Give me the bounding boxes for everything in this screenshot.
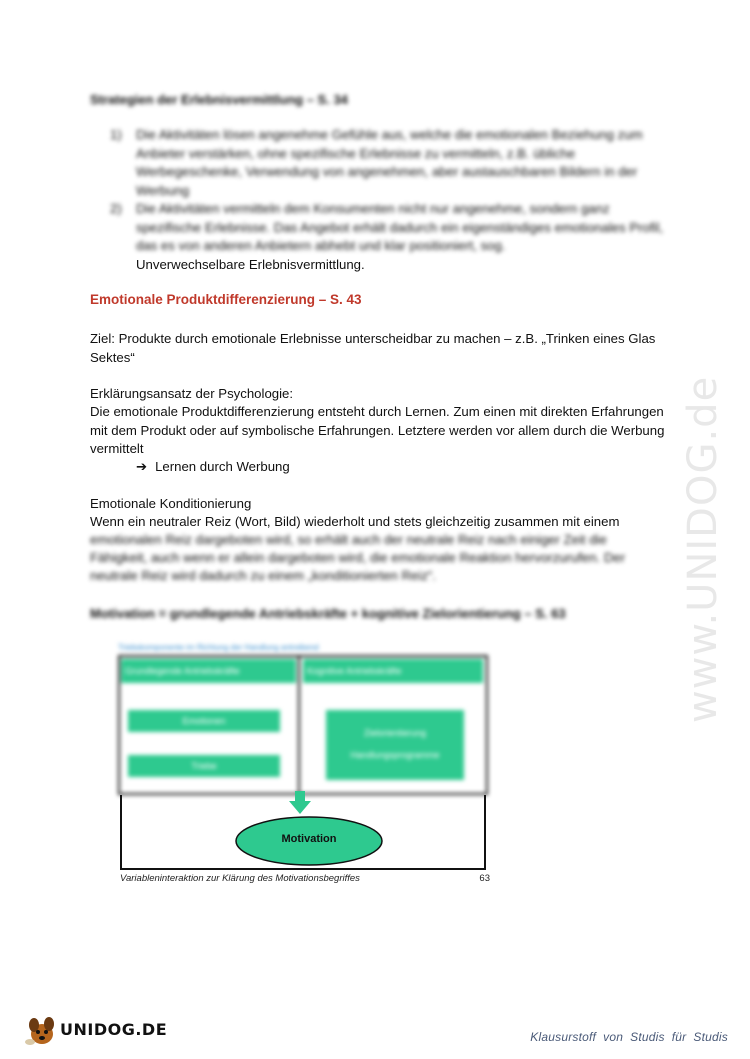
diagram-left-line: [120, 795, 122, 870]
footer-tagline: Klausurstoff von Studis für Studis: [530, 1030, 728, 1044]
caption-page-number: 63: [479, 873, 490, 884]
arrow-right-icon: ➔: [136, 460, 148, 475]
diagram-box-triebe: Triebe: [128, 755, 280, 777]
diagram-box-kognitiv: [326, 710, 464, 780]
down-arrow-icon: [288, 791, 312, 815]
dog-icon: [22, 1014, 62, 1046]
watermark: [664, 278, 734, 728]
heading-motivation: Motivation = grundlegende Antriebskräfte + kognitive Zielorientierung – S. 63: [90, 606, 566, 621]
list-text: Die Aktivitäten lösen angenehme Gefühle aus, welche die emotionalen Beziehung zum Anbieter verstärken, ohne spezifische Erlebnisse zu vermitteln, z.B. übliche Werbegeschenke, Verwendung von angenehmen, aber austauschbaren Bildern in der Werbung: [136, 127, 643, 198]
diagram-box-emotionen: Emotionen: [128, 710, 280, 732]
list-text-visible: Unverwechselbare Erlebnisvermittlung.: [136, 257, 365, 272]
motivation-label: Motivation: [281, 833, 337, 845]
list-number: 2): [110, 201, 122, 216]
konditionierung-text: Wenn ein neutraler Reiz (Wort, Bild) wiederholt und stets gleichzeitig zusammen mit einem: [90, 514, 620, 529]
konditionierung-heading: Emotionale Konditionierung: [90, 496, 252, 511]
diagram-right-header: Kognitive Antriebskräfte: [303, 659, 483, 683]
diagram-caption: [120, 873, 490, 884]
list-text: Die Aktivitäten vermitteln dem Konsumenten nicht nur angenehme, sondern ganz spezifische Erlebnisse. Das Angebot erhält dadurch ein eigenständiges emotionales Profil, das es von anderen Anbietern abhebt und klar positioniert, sog.: [136, 201, 664, 253]
arrow-item-text: Lernen durch Werbung: [155, 459, 290, 474]
diagram-box-ziel: Zielorientierung: [363, 728, 427, 738]
erklaerung-heading: Erklärungsansatz der Psychologie:: [90, 386, 294, 401]
diagram-title: Triebskomponente im Richtung der Handlung antreibend: [118, 643, 319, 652]
heading-strategien: Strategien der Erlebnisvermittlung – S. 34: [90, 92, 348, 107]
section-title: Emotionale Produktdifferenzierung – S. 43: [90, 292, 362, 307]
diagram-left-header: Grundlegende Antriebskräfte: [121, 659, 296, 683]
erklaerung-text: Die emotionale Produktdifferenzierung entsteht durch Lernen. Zum einen mit direkten Erfahrungen mit dem Produkt oder auf symbolische Erfahrungen. Letztere werden vor allem durch die Werbung vermittelt: [90, 404, 665, 456]
diagram-box-handlung: Handlungsprogramme: [350, 750, 440, 760]
ziel-paragraph: Ziel: Produkte durch emotionale Erlebnisse unterscheidbar zu machen – z.B. „Trinken eines Glas Sektes“: [90, 331, 656, 365]
diagram-top-blurred: [118, 655, 488, 795]
konditionierung-text-blurred: emotionalen Reiz dargeboten wird, so erhält auch der neutrale Reiz nach einiger Zeit die Fähigkeit, auch wenn er allein dargeboten wird, die emotionale Reaktion hervorzurufen. Der neutrale Reiz wird dadurch zu einem „konditionierten Reiz“.: [90, 532, 626, 583]
strategy-list: [110, 126, 670, 276]
logo-text: UNIDOG.DE: [60, 1020, 168, 1039]
diagram-divider: [298, 655, 300, 795]
arrow-list-item: [136, 458, 290, 478]
unidog-logo: [22, 1012, 168, 1048]
list-number: 1): [110, 127, 122, 142]
caption-text: Variableninteraktion zur Klärung des Motivationsbegriffes: [120, 873, 360, 884]
motivation-diagram: [118, 655, 488, 870]
diagram-bottom-line: [120, 868, 486, 870]
watermark-text: www.UNIDOG.de: [680, 375, 726, 723]
diagram-right-line: [484, 795, 486, 870]
